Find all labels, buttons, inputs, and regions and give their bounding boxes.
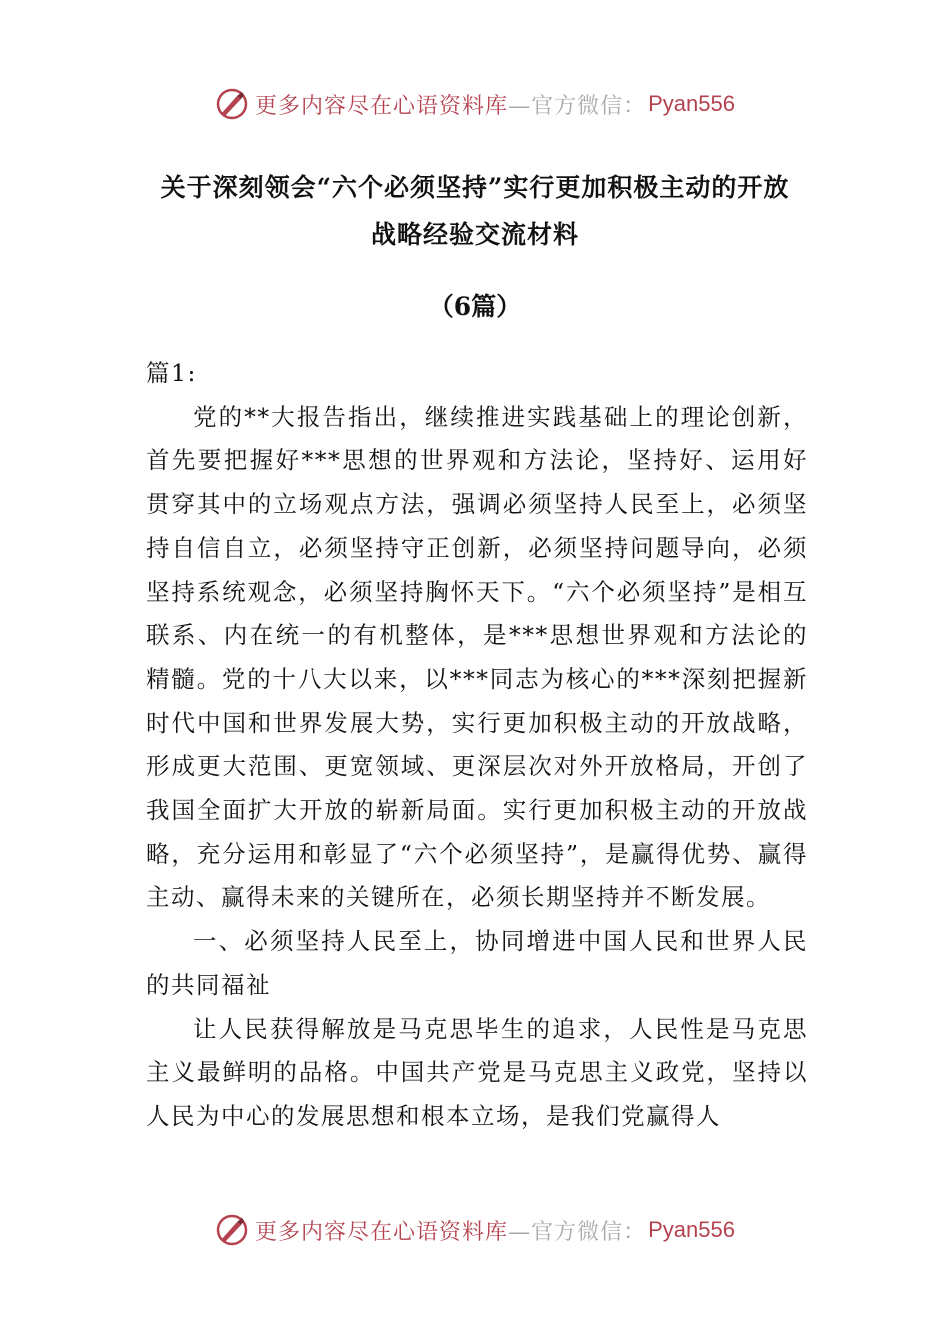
banner-site-text: 更多内容尽在心语资料库 xyxy=(255,93,509,119)
section-heading: 一、必须坚持人民至上，协同增进中国人民和世界人民的共同福祉 xyxy=(146,927,808,999)
banner-wechat-id: Pyan556 xyxy=(648,91,735,116)
document-title-line2: 战略经验交流材料 xyxy=(370,220,579,249)
document-count: （6篇） xyxy=(428,292,522,321)
footer-banner xyxy=(0,1208,950,1252)
banner-site-text: 更多内容尽在心语资料库 xyxy=(255,1219,509,1245)
banner-official-text: —官方微信： xyxy=(508,1219,647,1245)
pen-logo-icon xyxy=(215,87,249,121)
paragraph: 党的**大报告指出，继续推进实践基础上的理论创新，首先要把握好***思想的世界观和方法论，坚持好、运用好贯穿其中的立场观点方法，强调必须坚持人民至上，必须坚持自信自立，必须坚持守正创新，必须坚持问题导向，必须坚持系统观念，必须坚持胸怀天下。“六个必须坚持”是相互联系、内在统一的有机整体，是***思想世界观和方法论的精髓。党的十八大以来，以***同志为核心的***深刻把握新时代中国和世界发展大势，实行更加积极主动的开放战略，形成更大范围、更宽领域、更深层次对外开放格局，开创了我国全面扩大开放的崭新局面。实行更加积极主动的开放战略，充分运用和彰显了“六个必须坚持”，是赢得优势、赢得主动、赢得未来的关键所在，必须长期坚持并不断发展。 xyxy=(146,402,808,912)
paragraph: 让人民获得解放是马克思毕生的追求，人民性是马克思主义最鲜明的品格。中国共产党是马克思主义政党，坚持以人民为中心的发展思想和根本立场，是我们党赢得人 xyxy=(146,1014,808,1130)
banner-official-text: —官方微信： xyxy=(508,93,647,119)
section-label: 篇1: xyxy=(146,359,197,387)
document-body xyxy=(146,352,808,1139)
document-title-line1: 关于深刻领会“六个必须坚持”实行更加积极主动的开放 xyxy=(160,173,790,202)
banner-wechat-id: Pyan556 xyxy=(648,1217,735,1242)
header-banner xyxy=(0,82,950,126)
pen-logo-icon xyxy=(215,1213,249,1247)
